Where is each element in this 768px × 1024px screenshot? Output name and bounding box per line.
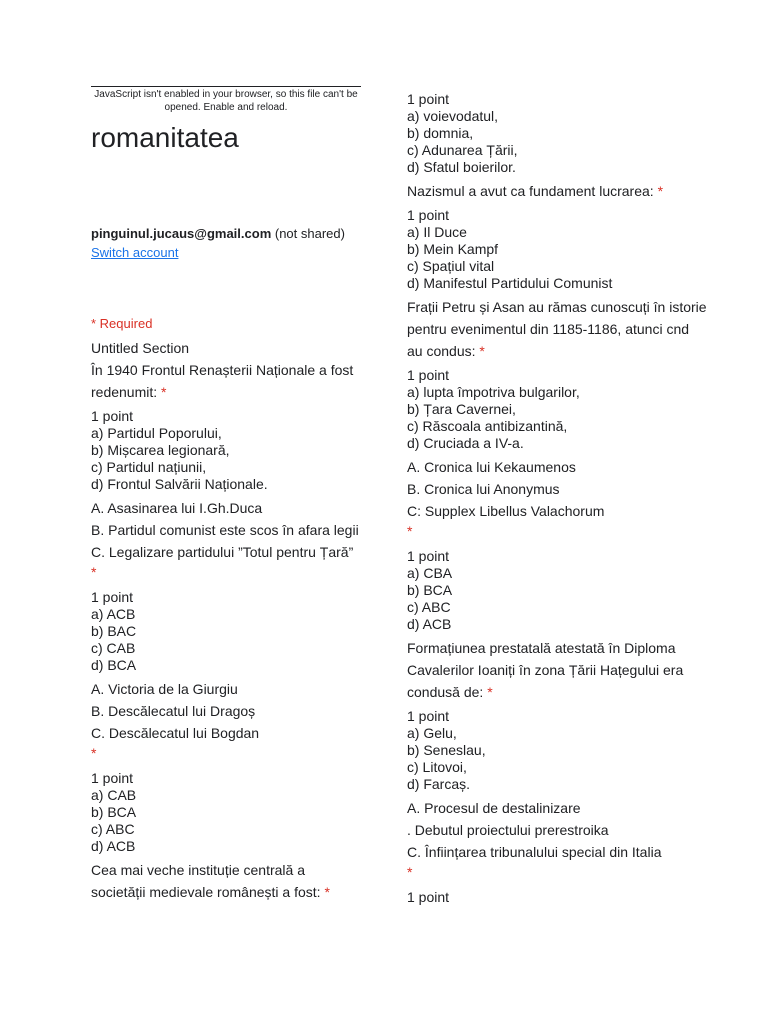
answer-option[interactable]: d) ACB [91,838,136,854]
answer-option[interactable]: a) lupta împotriva bulgarilor, [407,384,580,400]
required-star: * [407,523,413,539]
question-text: Cea mai veche instituție centrală a societății medievale românești a fost: [91,862,321,900]
required-star: * [487,684,493,700]
statement-item: B. Partidul comunist este scos în afara legii [91,522,359,538]
answer-option[interactable]: b) Țara Cavernei, [407,401,516,417]
question-options [91,425,363,493]
account-info [91,224,363,262]
statement-item: A. Victoria de la Giurgiu [91,681,238,697]
account-not-shared: (not shared) [274,226,345,241]
question-points: 1 point [407,548,450,564]
statement-item: C: Supplex Libellus Valachorum [407,503,605,519]
required-star: * [657,183,664,199]
question-points: 1 point [407,889,450,905]
answer-option[interactable]: a) CAB [91,787,137,803]
answer-option[interactable]: c) Litovoi, [407,759,467,775]
question-title [407,180,707,202]
statement-item: A. Cronica lui Kekaumenos [407,459,576,475]
javascript-notice: JavaScript isn't enabled in your browser, so this file can't be opened. Enable and reload. [91,86,361,114]
question-text: Formațiunea prestatală atestată în Diploma Cavalerilor Ioaniți în zona Țării Hațegului era condusă de: [407,640,684,700]
answer-option[interactable]: c) Spațiul vital [407,258,495,274]
left-question-flow [91,314,363,908]
answer-option[interactable]: c) CAB [91,640,136,656]
answer-option[interactable]: a) CBA [407,565,453,581]
question-options [407,725,707,793]
question-options [91,787,363,855]
answer-option[interactable]: c) Răscoala antibizantină, [407,418,568,434]
required-star: * [91,564,97,580]
question-text: Frații Petru și Asan au rămas cunoscuți în istorie pentru evenimentul din 1185-1186, atunci cnd au condus: [407,299,707,359]
question-title [91,359,363,403]
form-title: romanitatea [91,122,239,153]
statement-item: C. Înființarea tribunalului special din Italia [407,844,662,860]
question-options [407,224,707,292]
question-text: În 1940 Frontul Renașterii Naționale a fost redenumit: [91,362,354,400]
answer-option[interactable]: c) Partidul națiunii, [91,459,207,475]
question-options [407,384,707,452]
question-points: 1 point [407,367,450,383]
answer-option[interactable]: a) Il Duce [407,224,467,240]
question-points: 1 point [407,708,450,724]
question-points: 1 point [407,207,450,223]
question-statements [91,678,363,744]
switch-account-link[interactable]: Switch account [91,245,179,260]
required-note: * Required [91,316,153,331]
question-statements [407,456,707,522]
answer-option[interactable]: a) Gelu, [407,725,457,741]
answer-option[interactable]: d) Cruciada a IV-a. [407,435,524,451]
question-title [407,296,707,362]
question-options [91,606,363,674]
answer-option[interactable]: a) voievodatul, [407,108,499,124]
required-star: * [407,864,413,880]
answer-option[interactable]: d) Frontul Salvării Naționale. [91,476,268,492]
question-points: 1 point [91,408,134,424]
required-star: * [91,745,97,761]
answer-option[interactable]: c) Adunarea Țării, [407,142,518,158]
question-points: 1 point [91,770,134,786]
question-statements [407,797,707,863]
statement-item: B. Descălecatul lui Dragoș [91,703,256,719]
statement-item: C. Descălecatul lui Bogdan [91,725,260,741]
required-star: * [324,884,330,900]
statement-item: B. Cronica lui Anonymus [407,481,560,497]
answer-option[interactable]: b) Mein Kampf [407,241,499,257]
answer-option[interactable]: d) Farcaș. [407,776,471,792]
answer-option[interactable]: c) ABC [91,821,135,837]
answer-option[interactable]: d) BCA [91,657,137,673]
answer-option[interactable]: c) ABC [407,599,451,615]
answer-option[interactable]: b) BAC [91,623,137,639]
required-star: * [161,384,167,400]
answer-option[interactable]: b) Mișcarea legionară, [91,442,230,458]
question-title [407,637,707,703]
statement-item: A. Asasinarea lui I.Gh.Duca [91,500,263,516]
answer-option[interactable]: b) BCA [407,582,453,598]
section-title: Untitled Section [91,340,190,356]
answer-option[interactable]: d) ACB [407,616,452,632]
answer-option[interactable]: a) Partidul Poporului, [91,425,222,441]
question-points: 1 point [407,91,450,107]
statement-item: . Debutul proiectului prerestroika [407,822,609,838]
question-title [91,859,363,903]
answer-option[interactable]: d) Manifestul Partidului Comunist [407,275,613,291]
statement-item: A. Procesul de destalinizare [407,800,581,816]
answer-option[interactable]: b) BCA [91,804,137,820]
question-options [407,108,707,176]
answer-option[interactable]: d) Sfatul boierilor. [407,159,516,175]
question-options [407,565,707,633]
answer-option[interactable]: b) domnia, [407,125,474,141]
question-text: Nazismul a avut ca fundament lucrarea: [407,183,654,199]
account-email: pinguinul.jucaus@gmail.com [91,226,272,241]
right-question-flow [407,91,707,906]
question-points: 1 point [91,589,134,605]
required-star: * [479,343,485,359]
answer-option[interactable]: b) Seneslau, [407,742,486,758]
statement-item: C. Legalizare partidului ”Totul pentru Țară” [91,544,354,560]
question-statements [91,497,363,563]
answer-option[interactable]: a) ACB [91,606,136,622]
